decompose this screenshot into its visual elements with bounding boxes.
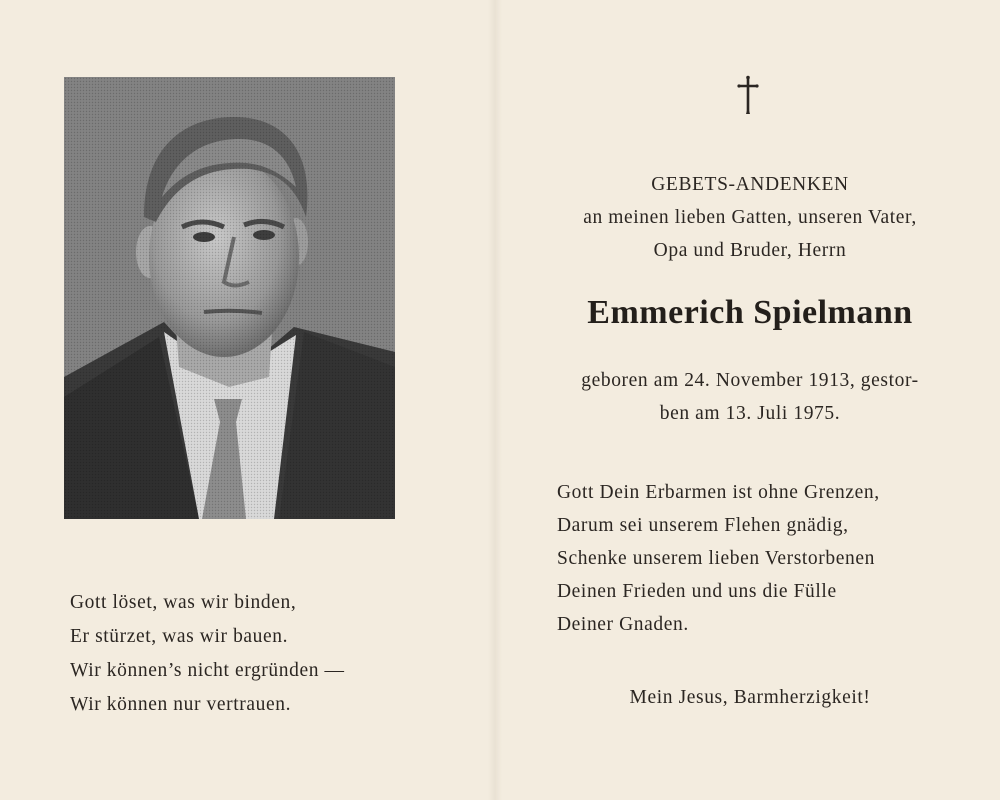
memorial-heading [530,168,970,267]
deceased-name: Emmerich Spielmann [587,294,913,331]
heading-line: an meinen lieben Gatten, unseren Vater, [583,207,917,228]
dates-line: ben am 13. Juli 1975. [659,403,841,424]
cross-icon [736,75,760,115]
closing-invocation: Mein Jesus, Barmherzigkeit! [629,687,871,708]
verse-line: Wir können nur vertrauen. [70,694,292,715]
prayer-line: Darum sei unserem Flehen gnädig, [557,515,849,536]
prayer-line: Gott Dein Erbarmen ist ohne Grenzen, [557,482,880,503]
life-dates [530,364,970,430]
prayer-line: Deiner Gnaden. [557,614,689,635]
left-verse [70,586,430,722]
verse-line: Wir können’s nicht ergründen — [70,660,345,681]
card-fold [488,0,502,800]
prayer-line: Deinen Frieden und uns die Fülle [557,581,837,602]
verse-line: Gott löset, was wir binden, [70,592,297,613]
heading-line: Opa und Bruder, Herrn [653,240,847,261]
verse-line: Er stürzet, was wir bauen. [70,626,289,647]
prayer-text [557,476,977,641]
heading-title: GEBETS-ANDENKEN [651,174,849,195]
portrait-photo [64,77,395,519]
prayer-line: Schenke unserem lieben Verstorbenen [557,548,875,569]
dates-line: geboren am 24. November 1913, gestor- [581,370,919,391]
